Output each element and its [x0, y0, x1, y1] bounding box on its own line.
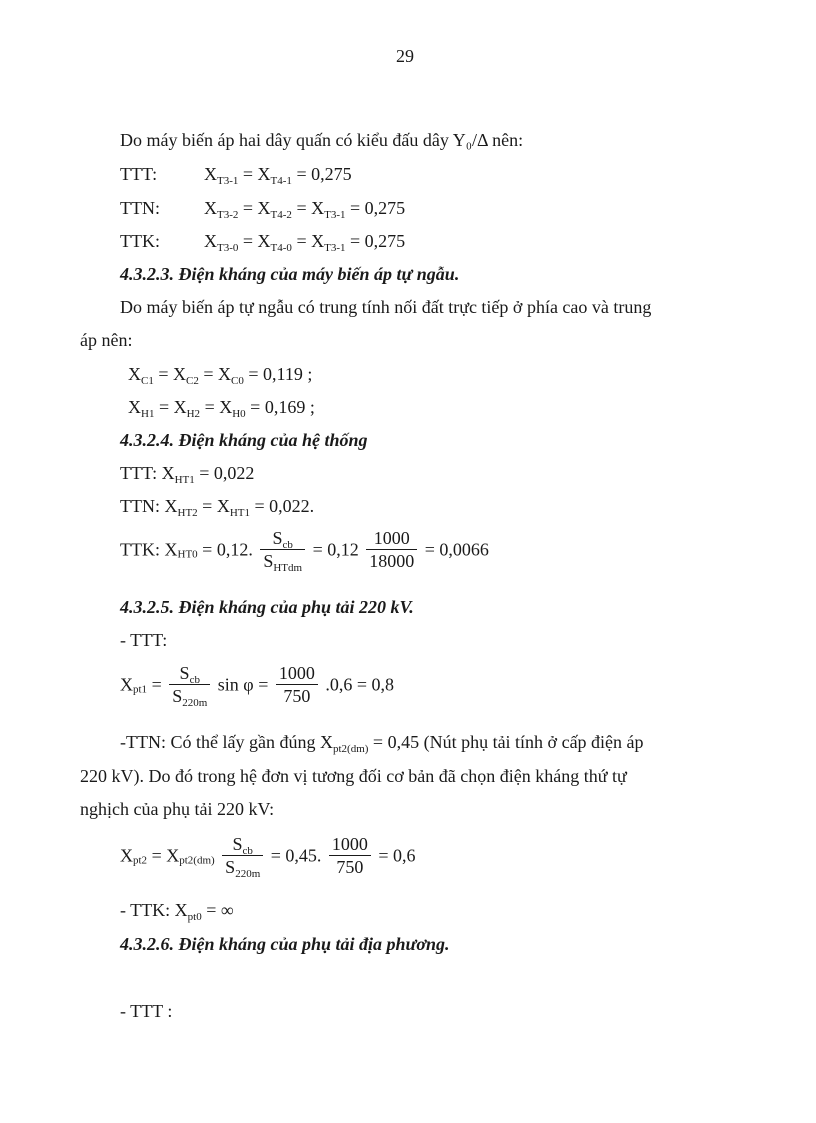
fraction-scb-shtdm: $\frac{S_{cb}}{S_{HTdm}}$ [260, 527, 305, 572]
intro-transformer: Do máy biến áp hai dây quấn có kiểu đấu dây Y₀/Δ nên: [120, 130, 524, 150]
load-ttt-label: - TTT: [120, 630, 168, 650]
system-ttn-eq: TTN: $X_{HT2} = X_{HT1} = 0,022$. [120, 496, 315, 519]
auto-xh-eq: $X_{H1} = X_{H2} = X_{H0} = 0,169$ ; [128, 397, 315, 420]
load-ttn-eq: $X_{pt2} = X_{pt2(dm)}$ $\frac{S_{cb}}{S_{220m}}$ = 0,45. $\frac{1000}{750}$ = 0,6 [120, 834, 416, 880]
load-ttk-eq: - TTK: $X_{pt0}$ = ∞ [120, 900, 234, 923]
transformer-ttn-eq: TTN: $X_{T3-2} = X_{T4-2} = X_{T3-1} = 0,275$ [120, 198, 406, 221]
auto-paragraph-line2: áp nên: [80, 330, 133, 350]
load-ttn-paragraph-line1: -TTN: Có thể lấy gần đúng $X_{pt2(dm)} = 0,45$ (Nút phụ tải tính ở cấp điện áp [120, 732, 644, 755]
page-number: 29 [396, 46, 414, 66]
fraction-1000-750-2: $\frac{1000}{750}$ [329, 833, 371, 878]
load-ttt-eq: $X_{pt1}$ = $\frac{S_{cb}}{S_{220m}}$ sin φ = $\frac{1000}{750}$ .0,6 = 0,8 [120, 663, 394, 709]
local-ttt-label: - TTT : [120, 1001, 173, 1021]
system-ttk-eq: TTK: $X_{HT0} = 0,12$. $\frac{S_{cb}}{S_{HTdm}}$ = 0,12 $\frac{1000}{18000}$ = 0,0066 [120, 528, 489, 574]
section-heading-4323: 4.3.2.3. Điện kháng của máy biến áp tự ngẫu. [120, 264, 460, 284]
fraction-scb-s220m-2: $\frac{S_{cb}}{S_{220m}}$ [222, 833, 263, 878]
system-ttt-eq: TTT: $X_{HT1} = 0,022$ [120, 463, 255, 486]
auto-paragraph-line1: Do máy biến áp tự ngẫu có trung tính nối đất trực tiếp ở phía cao và trung [120, 297, 652, 317]
section-heading-4324: 4.3.2.4. Điện kháng của hệ thống [120, 430, 368, 450]
load-ttn-paragraph-line3: nghịch của phụ tải 220 kV: [80, 799, 275, 819]
auto-xc-eq: $X_{C1} = X_{C2} = X_{C0} = 0,119$ ; [128, 364, 313, 387]
load-ttn-paragraph-line2: 220 kV). Do đó trong hệ đơn vị tương đối cơ bản đã chọn điện kháng thứ tự [80, 766, 627, 786]
transformer-ttt-eq: TTT: $X_{T3-1} = X_{T4-1} = 0,275$ [120, 164, 352, 187]
fraction-scb-s220m: $\frac{S_{cb}}{S_{220m}}$ [169, 662, 210, 707]
section-heading-4325: 4.3.2.5. Điện kháng của phụ tải 220 kV. [120, 597, 414, 617]
transformer-ttk-eq: TTK: $X_{T3-0} = X_{T4-0} = X_{T3-1} = 0,275$ [120, 231, 406, 254]
fraction-1000-18000: $\frac{1000}{18000}$ [366, 527, 417, 572]
section-heading-4326: 4.3.2.6. Điện kháng của phụ tải địa phương. [120, 934, 450, 954]
fraction-1000-750: $\frac{1000}{750}$ [276, 662, 318, 707]
